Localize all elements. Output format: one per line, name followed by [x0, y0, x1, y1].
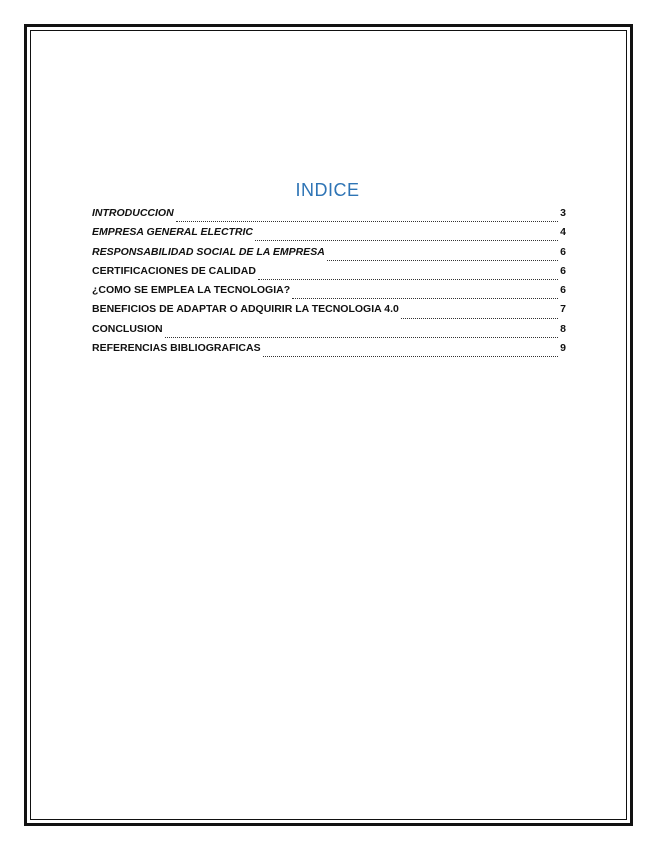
- toc-entry[interactable]: [92, 323, 566, 342]
- toc-entry[interactable]: [92, 303, 566, 322]
- toc-entry-page: 6: [560, 284, 566, 297]
- toc-entry[interactable]: [92, 284, 566, 303]
- toc-entry-page: 6: [560, 245, 566, 258]
- toc-entry[interactable]: [92, 342, 566, 361]
- toc-entry-page: 4: [560, 226, 566, 239]
- toc-leader-dots: [176, 213, 558, 222]
- toc-entry-page: 7: [560, 303, 566, 316]
- toc-entry-page: 3: [560, 207, 566, 219]
- toc-leader-dots: [258, 271, 558, 280]
- toc-entry-label: CERTIFICACIONES DE CALIDAD: [92, 264, 256, 277]
- toc-entry-label: REFERENCIAS BIBLIOGRAFICAS: [92, 342, 261, 355]
- toc-entry-page: 8: [560, 322, 566, 335]
- toc-entry-label: BENEFICIOS DE ADAPTAR O ADQUIRIR LA TECNOLOGIA 4.0: [92, 303, 399, 316]
- toc-leader-dots: [255, 232, 558, 241]
- toc-entry[interactable]: [92, 265, 566, 284]
- page-border-inner: [30, 30, 627, 820]
- toc-entry[interactable]: [92, 226, 566, 245]
- toc-leader-dots: [401, 310, 558, 319]
- toc-leader-dots: [292, 290, 558, 299]
- page-title: INDICE: [295, 180, 360, 200]
- toc-entry-label: INTRODUCCION: [92, 207, 174, 219]
- table-of-contents: [92, 207, 566, 361]
- toc-leader-dots: [327, 252, 558, 261]
- toc-entry-label: CONCLUSION: [92, 322, 163, 335]
- toc-entry-label: RESPONSABILIDAD SOCIAL DE LA EMPRESA: [92, 245, 325, 258]
- toc-entry-page: 6: [560, 264, 566, 277]
- toc-entry-page: 9: [560, 342, 566, 355]
- toc-leader-dots: [165, 329, 559, 338]
- toc-entry-label: EMPRESA GENERAL ELECTRIC: [92, 226, 254, 239]
- toc-entry-label: ¿COMO SE EMPLEA LA TECNOLOGIA?: [92, 284, 291, 297]
- toc-entry[interactable]: [92, 207, 566, 226]
- toc-leader-dots: [263, 348, 559, 357]
- toc-entry[interactable]: [92, 246, 566, 265]
